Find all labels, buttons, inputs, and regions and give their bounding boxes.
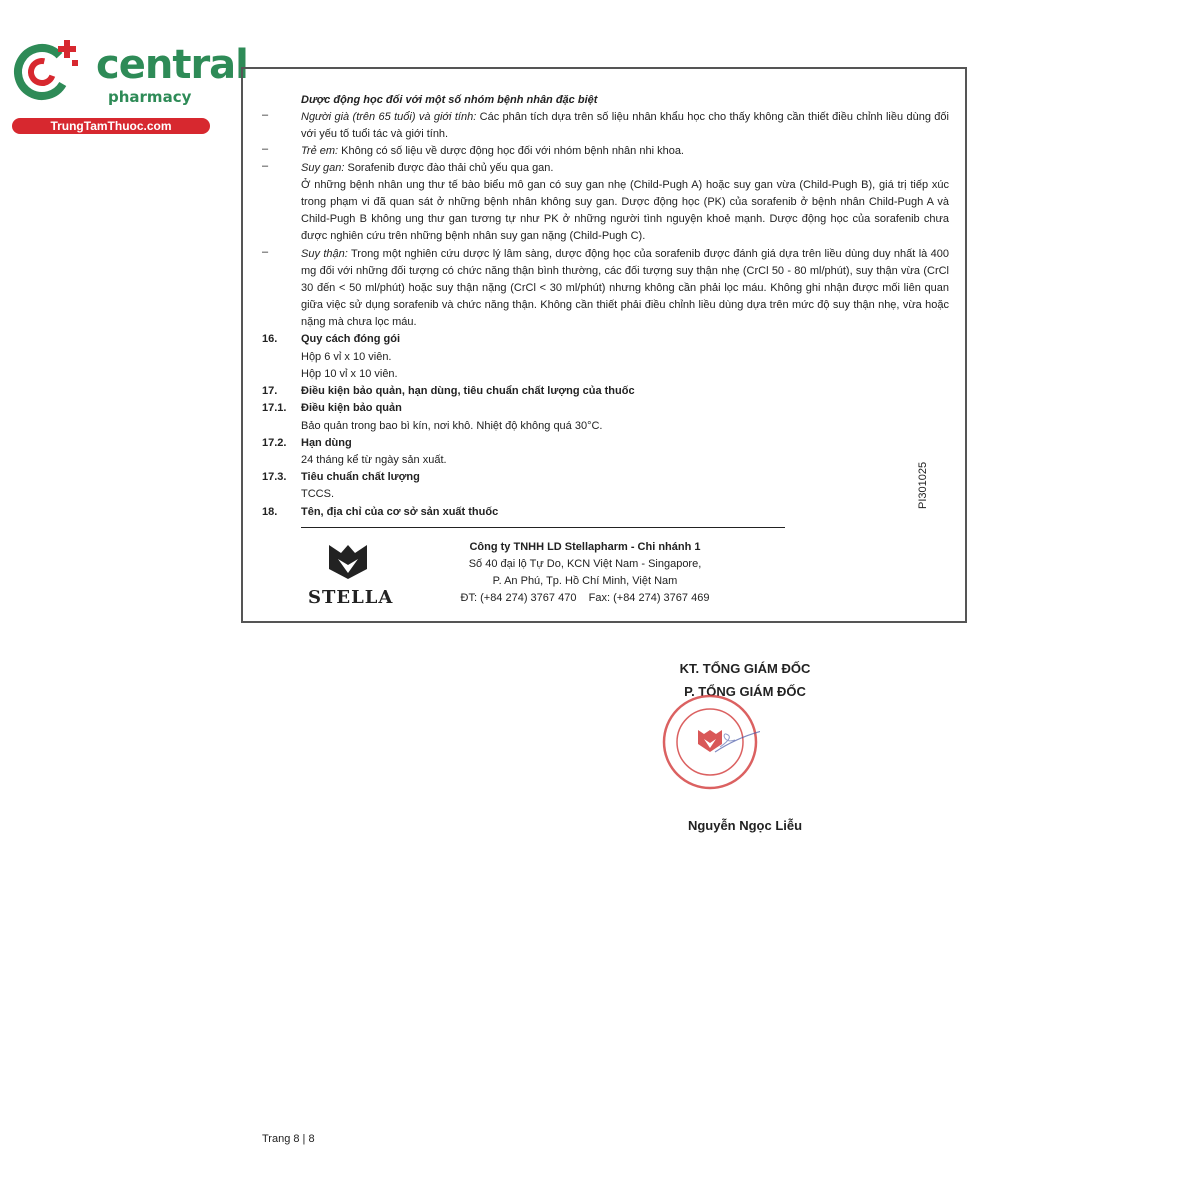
section-number: 18. (262, 506, 278, 518)
bullet-label: Suy thận: (301, 248, 348, 260)
section-line: Bảo quản trong bao bì kín, nơi khô. Nhiệt độ không quá 30°C. (301, 420, 603, 432)
brand-name: central (96, 42, 248, 88)
bullet-hepatic (301, 160, 949, 177)
section-number: 16. (262, 333, 278, 345)
brand-subtitle: pharmacy (108, 88, 192, 106)
section-title: Điều kiện bảo quản (301, 402, 402, 414)
section-title: Tên, địa chỉ của cơ sở sản xuất thuốc (301, 506, 499, 518)
bullet-text: Các phân tích dựa trên số liệu nhân khẩu học cho thấy không cần thiết điều chỉnh liều dùng đối với yếu tố tuổi tác và giới tính. (301, 111, 949, 140)
section-line: Hộp 10 vỉ x 10 viên. (301, 368, 398, 380)
manufacturer-address-2: P. An Phú, Tp. Hồ Chí Minh, Việt Nam (492, 575, 678, 587)
manufacturer-address-1: Số 40 đại lộ Tự Do, KCN Việt Nam - Singapore, (468, 558, 702, 570)
bullet-label: Suy gan: (301, 162, 345, 174)
bullet-text: Không có số liệu về dược động học đối với nhóm bệnh nhân nhi khoa. (338, 145, 684, 157)
bullet-dash: – (262, 246, 269, 258)
manufacturer-phone: ĐT: (+84 274) 3767 470 Fax: (+84 274) 3767 469 (460, 592, 710, 604)
hepatic-detail: Ở những bệnh nhân ung thư tế bào biểu mô gan có suy gan nhẹ (Child-Pugh A) hoặc suy gan vừa (Child-Pugh B), giá trị tiếp xúc trong phạm vi đã quan sát ở những bệnh nhân không suy gan. Dược động học (PK) của sorafenib ở bệnh nhân Child-Pugh A và Child-Pugh B không ung thư gan tương tự như PK ở những người tình nguyện khoẻ mạnh. Dược động học của sorafenib chưa được nghiên cứu trên những bệnh nhân suy gan nặng (Child-Pugh C). (301, 179, 949, 242)
bullet-children (301, 143, 949, 160)
central-pharmacy-logo-icon (10, 38, 90, 108)
section-title: Tiêu chuẩn chất lượng (301, 471, 420, 483)
section-line: 24 tháng kể từ ngày sản xuất. (301, 454, 447, 466)
manufacturer-name: Công ty TNHH LD Stellapharm - Chi nhánh 1 (469, 541, 701, 553)
section-number: 17.2. (262, 437, 287, 449)
bullet-dash: – (262, 160, 269, 172)
document-excerpt (241, 67, 967, 623)
section-line: TCCS. (301, 488, 334, 500)
brand-url-badge: TrungTamThuoc.com (12, 118, 210, 134)
bullet-elderly (301, 109, 949, 143)
section-number: 17.3. (262, 471, 287, 483)
signature-title-1: KT. TỔNG GIÁM ĐỐC (679, 661, 811, 676)
bullet-renal (301, 246, 949, 331)
page-number: Trang 8 | 8 (262, 1133, 315, 1145)
stella-logo-icon (327, 543, 369, 581)
section-heading: Dược động học đối với một số nhóm bệnh nhân đặc biệt (301, 94, 598, 106)
brand-logo (10, 38, 248, 138)
section-title: Quy cách đóng gói (301, 333, 401, 345)
signatory-name: Nguyễn Ngọc Liễu (687, 818, 803, 833)
section-number: 17. (262, 385, 278, 397)
signature-title-2: P. TỔNG GIÁM ĐỐC (684, 684, 806, 699)
bullet-label: Trẻ em: (301, 145, 339, 157)
bullet-dash: – (262, 109, 269, 121)
manufacturer-logo-text: STELLA (308, 587, 394, 608)
bullet-text: Sorafenib được đào thải chủ yếu qua gan. (344, 162, 554, 174)
section-title: Điều kiện bảo quản, hạn dùng, tiêu chuẩn chất lượng của thuốc (301, 385, 635, 397)
section-line: Hộp 6 vỉ x 10 viên. (301, 351, 392, 363)
section-number: 17.1. (262, 402, 287, 414)
document-code: PI301025 (917, 461, 929, 509)
section-title: Hạn dùng (301, 437, 352, 449)
bullet-dash: – (262, 143, 269, 155)
bullet-label: Người già (trên 65 tuổi) và giới tính: (301, 111, 477, 123)
divider (301, 527, 785, 528)
bullet-text: Trong một nghiên cứu dược lý lâm sàng, dược động học của sorafenib được đánh giá dựa trên liều dùng duy nhất là 400 mg đối với những đối tượng có chức năng thận bình thường, các đối tượng suy thận nhẹ (CrCl 50 - 80 ml/phút), suy thận vừa (CrCl 30 đến < 50 ml/phút) hoặc suy thận nặng (CrCl < 30 ml/phút) nhưng không cần phải lọc máu. Không ghi nhận được mối liên quan giữa việc sử dụng sorafenib và chức năng thận. Không cần thiết phải điều chỉnh liều dùng dựa trên mức độ suy thận nhẹ, vừa hoặc nặng mà chưa lọc máu. (301, 248, 949, 328)
manufacturer-info (435, 539, 735, 607)
company-seal-icon (660, 692, 760, 792)
